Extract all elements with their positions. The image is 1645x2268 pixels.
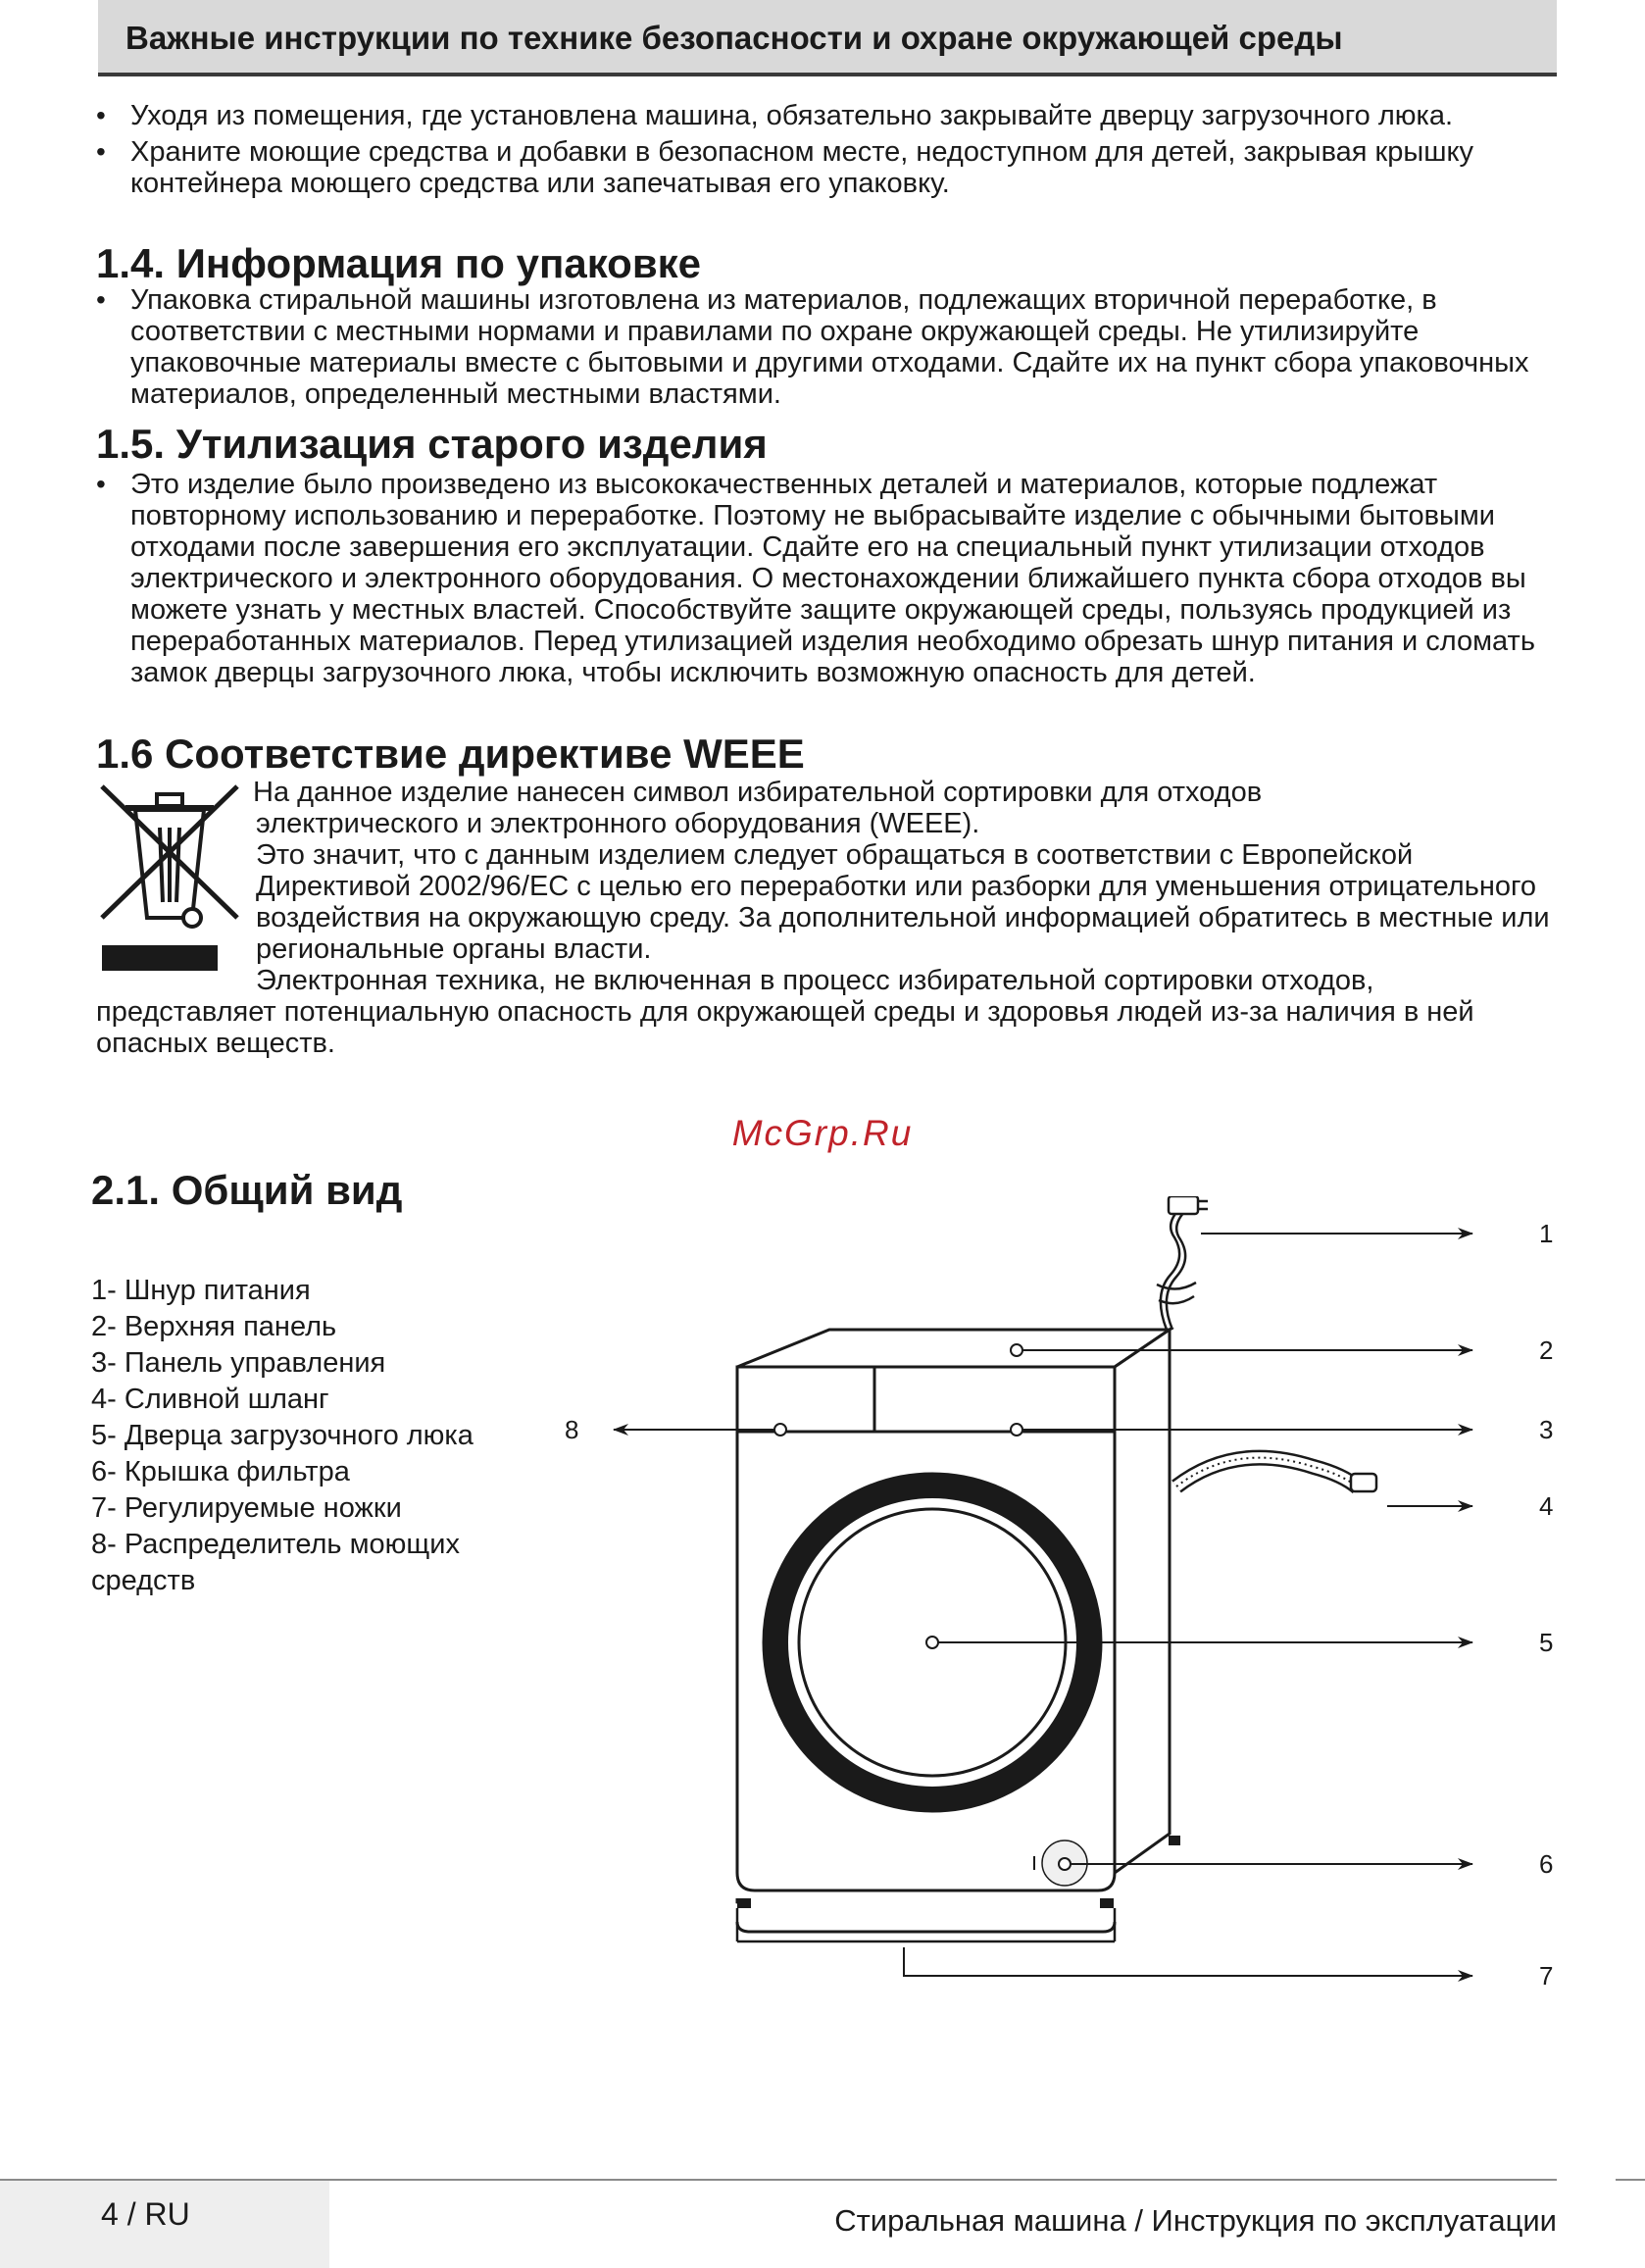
- list-item: 8- Распределитель моющих средств: [91, 1529, 460, 1596]
- bullet-item: • Упаковка стиральной машины изготовлена из материалов, подлежащих вторичной переработке, в соответствии с местными нормами и правилами по охране окружающей среды. Не утилизируйте упаковочные материалы вместе с бытовыми и другими отходами. Сдайте их на пункт сбора упаковочных материалов, определенный местными властями.: [96, 284, 1567, 410]
- list-item: 2- Верхняя панель: [91, 1311, 337, 1342]
- list-item: 1- Шнур питания: [91, 1275, 311, 1306]
- section-title: 1.5. Утилизация старого изделия: [96, 421, 768, 467]
- callout-label: 4: [1539, 1491, 1554, 1521]
- callout-label: 1: [1539, 1219, 1554, 1248]
- weee-paragraph: представляет потенциальную опасность для окружающей среды и здоровья людей из-за наличия в ней опасных веществ.: [96, 996, 1474, 1059]
- callout-label: 8: [565, 1415, 579, 1444]
- bullet-item: • Это изделие было произведено из высококачественных деталей и материалов, которые подлежат повторному использованию и переработке. Поэтому не выбрасывайте изделие с обычными бытовыми отходами после завершения его эксплуатации. Сдайте его на специальный пункт утилизации отходов электрического и электронного оборудования. О местонахождении ближайшего пункта сбора отходов вы можете узнать у местных властей. Способствуйте защите окружающей среды, пользуясь продукцией из переработанных материалов. Перед утилизацией изделия необходимо обрезать шнур питания и сломать замок дверцы загрузочного люка, чтобы исключить возможную опасность для детей.: [96, 469, 1567, 688]
- weee-paragraph: Это значит, что с данным изделием следует обращаться в соответствии с Европейской Директивой 2002/96/EC с целью его переработки или разборки для уменьшения отрицательного воздействия на окружающую среду. За дополнительной информацией обратитесь в местные или региональные органы власти.: [256, 839, 1550, 965]
- list-item: 6- Крышка фильтра: [91, 1456, 350, 1487]
- parts-list: [91, 1273, 542, 1599]
- list-item: 5- Дверца загрузочного люка: [91, 1420, 474, 1451]
- list-item: 7- Регулируемые ножки: [91, 1492, 402, 1524]
- packaging-section: [96, 241, 1567, 410]
- header-title: Важные инструкции по технике безопасности и охране окружающей среды: [125, 20, 1343, 56]
- section-title: 1.4. Информация по упаковке: [96, 240, 702, 286]
- weee-line: электрического и электронного оборудования (WEEE).: [256, 808, 980, 839]
- bullet-item: • Уходя из помещения, где установлена машина, обязательно закрывайте дверцу загрузочного люка.: [96, 100, 1567, 131]
- power-cord-icon: [1157, 1196, 1208, 1330]
- drain-hose-icon: [1176, 1458, 1376, 1491]
- weee-line: Электронная техника, не включенная в процесс избирательной сортировки отходов,: [256, 965, 1374, 996]
- intro-bullets: [96, 100, 1567, 199]
- list-item: 3- Панель управления: [91, 1347, 386, 1379]
- list-item: 4- Сливной шланг: [91, 1384, 329, 1415]
- disposal-section: [96, 422, 1567, 688]
- callout-label: 3: [1539, 1415, 1554, 1444]
- washing-machine-diagram: [549, 1196, 1559, 2010]
- weee-text: [96, 777, 1567, 1059]
- callout-label: 7: [1539, 1961, 1554, 1991]
- footer-document-title: Стиральная машина / Инструкция по эксплуатации: [834, 2203, 1557, 2238]
- section-title: 1.6 Соответствие директиве WEEE: [96, 731, 805, 777]
- machine-body: [737, 1330, 1180, 1941]
- callout-label: 5: [1539, 1628, 1554, 1657]
- watermark: McGrp.Ru: [731, 1113, 914, 1153]
- weee-line: На данное изделие нанесен символ избирательной сортировки для отходов: [253, 777, 1263, 808]
- footer-divider: [1616, 2179, 1645, 2181]
- section-title: 2.1. Общий вид: [91, 1167, 403, 1213]
- bullet-item: • Храните моющие средства и добавки в безопасном месте, недоступном для детей, закрывая крышку контейнера моющего средства или запечатывая его упаковку.: [96, 136, 1567, 199]
- page-number: 4 / RU: [101, 2196, 190, 2232]
- weee-section: [96, 731, 1567, 777]
- callout-label: 6: [1539, 1849, 1554, 1879]
- callout-label: 2: [1539, 1336, 1554, 1365]
